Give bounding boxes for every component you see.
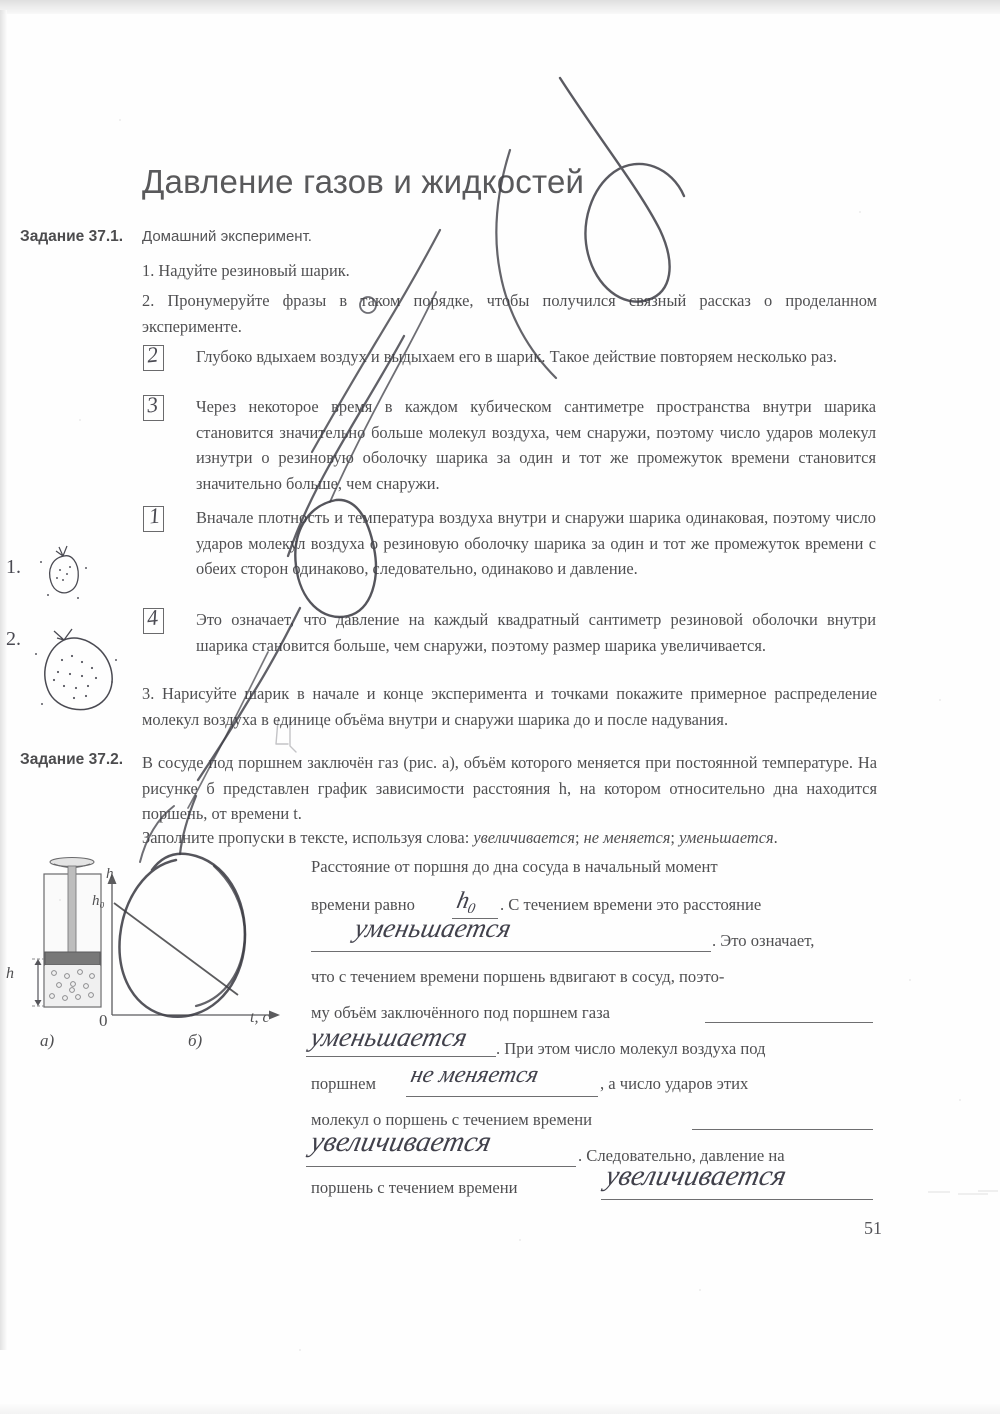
fill-line-8: молекул о поршень с течением времени [311, 1110, 593, 1129]
handwritten-answer-item-4: 4 [145, 604, 160, 631]
answer-rule-2[interactable] [306, 1056, 496, 1057]
list-item-text-4: Это означает, что давление на каждый квадратный сантиметр резиновой оболочки внутри шарика становится больше, чем снаружи, поэтому размер шарика увеличивается. [196, 610, 876, 655]
task-37-2-paragraph-2: Заполните пропуски в тексте, используя слова: увеличивается; не меняется; уменьшается. [142, 828, 778, 847]
list-item-text-1: Глубоко вдыхаем воздух и выдыхаем его в шарик. Такое действие повторяем несколько раз. [196, 347, 837, 366]
word-option-0: увеличивается [473, 828, 575, 847]
answer-rule-5[interactable] [601, 1199, 873, 1200]
fill-instruction-prefix: Заполните пропуски в тексте, используя слова: [142, 828, 474, 847]
task-37-2-paragraph-1: В сосуде под поршнем заключён газ (рис. а), объём которого меняется при постоянной температуре. На рисунке б представлен график зависимости расстояния h, на котором относительно дна находится поршень, от времени t. [142, 753, 877, 823]
fill-line-2-prefix: времени равно [311, 895, 415, 914]
figure-b-origin-label: 0 [99, 1011, 108, 1030]
scan-edge-bottom [0, 1404, 1000, 1414]
list-item-text-2: Через некоторое время в каждом кубическом сантиметре пространства внутри шарика становится значительно больше молекул воздуха, чем снаружи, поэтому число ударов молекул изнутри о резиновую оболочку шарика за один и тот же промежуток времени становится значительно больше, чем снаружи. [196, 397, 876, 493]
word-option-2: уменьшается [679, 828, 774, 847]
page-title: Давление газов и жидкостей [142, 163, 585, 200]
handwritten-answer-4: увеличивается [307, 1126, 495, 1158]
fill-line-6-suffix: . При этом число молекул воздуха под [496, 1039, 766, 1058]
fill-line-2-suffix: . С течением времени это расстояние [500, 895, 762, 914]
task-37-1-step-2: 2. Пронумеруйте фразы в таком порядке, чтобы получился связный рассказ о проделанном эксперименте. [142, 291, 877, 336]
fill-line-10-prefix: поршень с течением времени [311, 1178, 518, 1197]
margin-drawing-label-1: 1. [6, 556, 21, 578]
answer-rule-2-line[interactable] [705, 1022, 873, 1023]
fill-line-9-suffix: . Следовательно, давление на [578, 1146, 785, 1165]
figure-a-height-label: h [6, 965, 14, 982]
margin-balloon-drawing-2 [28, 618, 128, 728]
word-option-1: не меняется [583, 828, 671, 847]
figure-a-caption: а) [40, 1031, 55, 1050]
task-37-1-step-3: 3. Нарисуйте шарик в начале и конце эксперимента и точками покажите примерное распределение молекул воздуха в единице объёма внутри и снаружи шарика до и после надувания. [142, 684, 877, 729]
page-number: 51 [864, 1218, 882, 1238]
fill-line-5: му объём заключённого под поршнем газа [311, 1003, 611, 1022]
task-37-1-step-1: 1. Надуйте резиновый шарик. [142, 261, 350, 280]
fill-line-1: Расстояние от поршня до дна сосуда в начальный момент [311, 857, 718, 876]
handwritten-answer-2: уменьшается [307, 1022, 471, 1052]
margin-balloon-drawing-1 [30, 540, 100, 620]
figure-b-x-axis-label: t, с [250, 1009, 270, 1026]
task-37-1-intro: Домашний эксперимент. [142, 228, 312, 245]
answer-rule-3[interactable] [406, 1096, 598, 1097]
handwritten-answer-h0: h₀ [454, 888, 481, 914]
fill-line-7-suffix: , а число ударов этих [600, 1074, 749, 1093]
margin-drawing-label-2: 2. [6, 628, 21, 650]
fill-line-7-prefix: поршнем [311, 1074, 376, 1093]
answer-rule-1[interactable] [311, 951, 711, 952]
handwritten-answer-1: уменьшается [351, 913, 515, 943]
scan-edge-left [0, 10, 7, 1350]
scan-edge-top [0, 0, 1000, 14]
handwritten-answer-item-1: 2 [145, 341, 160, 368]
task-label-37-1: Задание 37.1. [20, 228, 124, 245]
handwritten-answer-item-2: 3 [145, 391, 160, 418]
handwritten-answer-5: увеличивается [602, 1160, 790, 1192]
figure-b-y-axis-label: h [106, 866, 114, 882]
task-label-37-2: Задание 37.2. [20, 751, 124, 768]
fill-line-3-suffix: . Это означает, [712, 931, 815, 950]
answer-rule-4-line[interactable] [692, 1129, 873, 1130]
figure-b-graph [90, 855, 300, 1020]
handwritten-answer-item-3: 1 [147, 502, 162, 529]
answer-rule-4[interactable] [306, 1166, 576, 1167]
fill-line-4: что с течением времени поршень вдвигают в сосуд, поэто- [311, 967, 725, 986]
figure-b-y-value-label: h₀ [92, 893, 105, 909]
figure-b-caption: б) [188, 1031, 203, 1050]
list-item-text-3: Вначале плотность и температура воздуха внутри и снаружи шарика одинаковая, поэтому число ударов молекул воздуха о резиновую оболочку шарика за один и тот же промежуток времени с обеих сторон одинаково, следовательно, одинаково и давление. [196, 508, 876, 578]
handwritten-answer-3: не меняется [408, 1062, 541, 1088]
